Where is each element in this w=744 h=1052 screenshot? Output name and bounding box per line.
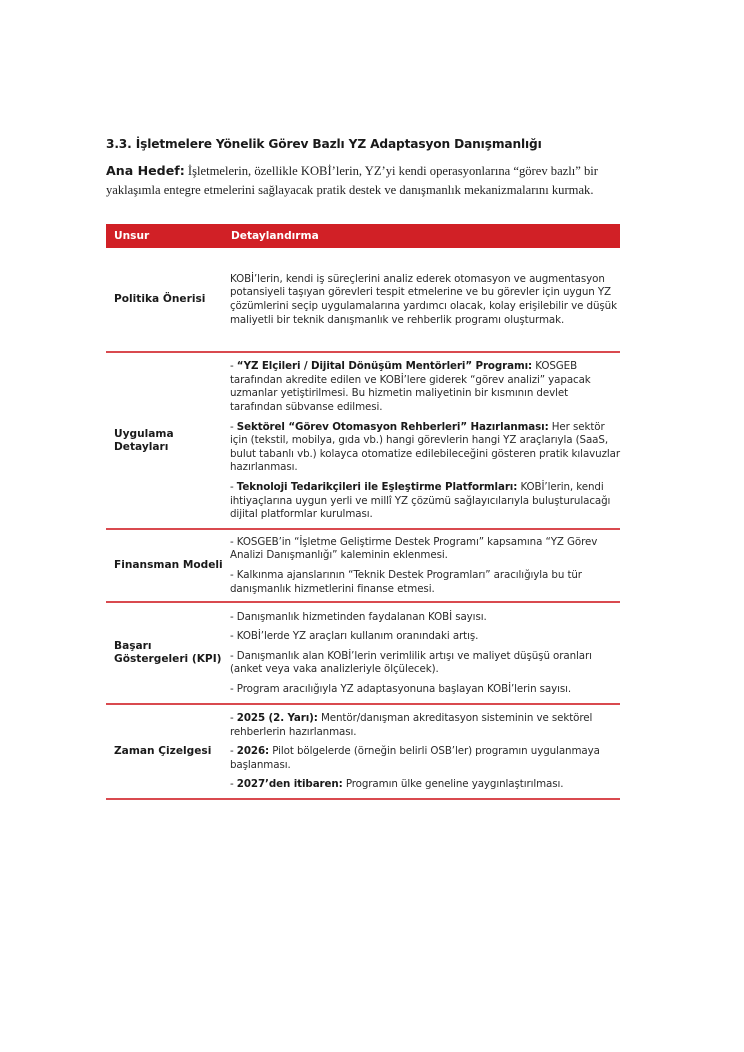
row-item: - “YZ Elçileri / Dijital Dönüşüm Mentörleri” Programı: KOSGEB tarafından akredite edilen ve KOBİ’lere giderek “görev analizi” yapacak uzmanlar yetiştirilmesi. Bu hizmetin maliyetinin bir kısmının devlet tarafından sübvanse edilmesi.: [230, 360, 591, 414]
section-title: 3.3. İşletmelere Yönelik Görev Bazlı YZ Adaptasyon Danışmanlığı: [106, 137, 542, 151]
header-detaylandirma: Detaylandırma: [223, 224, 620, 248]
row-item: - Danışmanlık hizmetinden faydalanan KOBİ sayısı.: [230, 610, 487, 623]
row-key: Politika Önerisi: [106, 248, 223, 352]
row-value: [223, 529, 620, 602]
row-item: - KOBİ’lerde YZ araçları kullanım oranındaki artış.: [230, 630, 479, 643]
row-value: [223, 704, 620, 799]
row-item: - Kalkınma ajanslarının “Teknik Destek Programları” aracılığıyla bu tür danışmanlık hizmetlerini finanse etmesi.: [230, 569, 582, 595]
header-unsur: Unsur: [106, 224, 223, 248]
goal-text: İşletmelerin, özellikle KOBİ’lerin, YZ’yi kendi operasyonlarına “görev bazlı” bir yaklaşımla entegre etmelerini sağlayacak pratik destek ve danışmanlık mekanizmalarını kurmak.: [106, 164, 598, 197]
row-item: - 2026: Pilot bölgelerde (örneğin belirli OSB’ler) programın uygulanmaya başlanması.: [230, 745, 600, 771]
row-key: Başarı Göstergeleri (KPI): [106, 602, 223, 704]
table-row-politika-onerisi: [106, 248, 620, 352]
row-value: [223, 248, 620, 352]
table-row-basari-gostergeleri: [106, 602, 620, 704]
table-header-row: [106, 224, 620, 248]
row-key: Uygulama Detayları: [106, 352, 223, 529]
row-item: - 2027’den itibaren: Programın ülke geneline yaygınlaştırılması.: [230, 778, 564, 791]
row-key: Zaman Çizelgesi: [106, 704, 223, 799]
policy-table: [106, 224, 620, 800]
row-item: KOBİ’lerin, kendi iş süreçlerini analiz ederek otomasyon ve augmentasyon potansiyeli taşıyan görevleri tespit etmelerine ve bu görevler için uygun YZ çözümlerini seçip uygulamalarına yardımcı olacak, kolay erişilebilir ve düşük maliyetli bir teknik danışmanlık ve rehberlik programı oluşturmak.: [230, 272, 617, 326]
row-item: - Teknoloji Tedarikçileri ile Eşleştirme Platformları: KOBİ’lerin, kendi ihtiyaçlarına uygun yerli ve millî YZ çözümü sağlayıcılarıyla buluşturulacağı dijital platformlar kurulması.: [230, 480, 611, 521]
row-item: - 2025 (2. Yarı): Mentör/danışman akreditasyon sisteminin ve sektörel rehberlerin hazırlanması.: [230, 712, 593, 738]
row-item: - Sektörel “Görev Otomasyon Rehberleri” Hazırlanması: Her sektör için (tekstil, mobilya, gıda vb.) hangi görevlerin hangi YZ araçlarıyla (SaaS, bulut tabanlı vb.) kolayca otomatize edilebileceğini gösteren pratik kılavuzlar hazırlanması.: [230, 420, 620, 474]
row-item: - KOSGEB’in “İşletme Geliştirme Destek Programı” kapsamına “YZ Görev Analizi Danışmanlığı” kaleminin eklenmesi.: [230, 535, 598, 562]
goal-paragraph: [106, 161, 626, 200]
row-value: [223, 602, 620, 704]
row-item: - Program aracılığıyla YZ adaptasyonuna başlayan KOBİ’lerin sayısı.: [230, 682, 572, 695]
table-row-uygulama-detaylari: [106, 352, 620, 529]
table-row-zaman-cizelgesi: [106, 704, 620, 799]
row-item: - Danışmanlık alan KOBİ’lerin verimlilik artışı ve maliyet düşüşü oranları (anket veya vaka analizleriyle ölçülecek).: [230, 649, 592, 676]
row-key: Finansman Modeli: [106, 529, 223, 602]
row-value: [223, 352, 620, 529]
goal-label: Ana Hedef:: [106, 163, 185, 178]
table-row-finansman-modeli: [106, 529, 620, 602]
